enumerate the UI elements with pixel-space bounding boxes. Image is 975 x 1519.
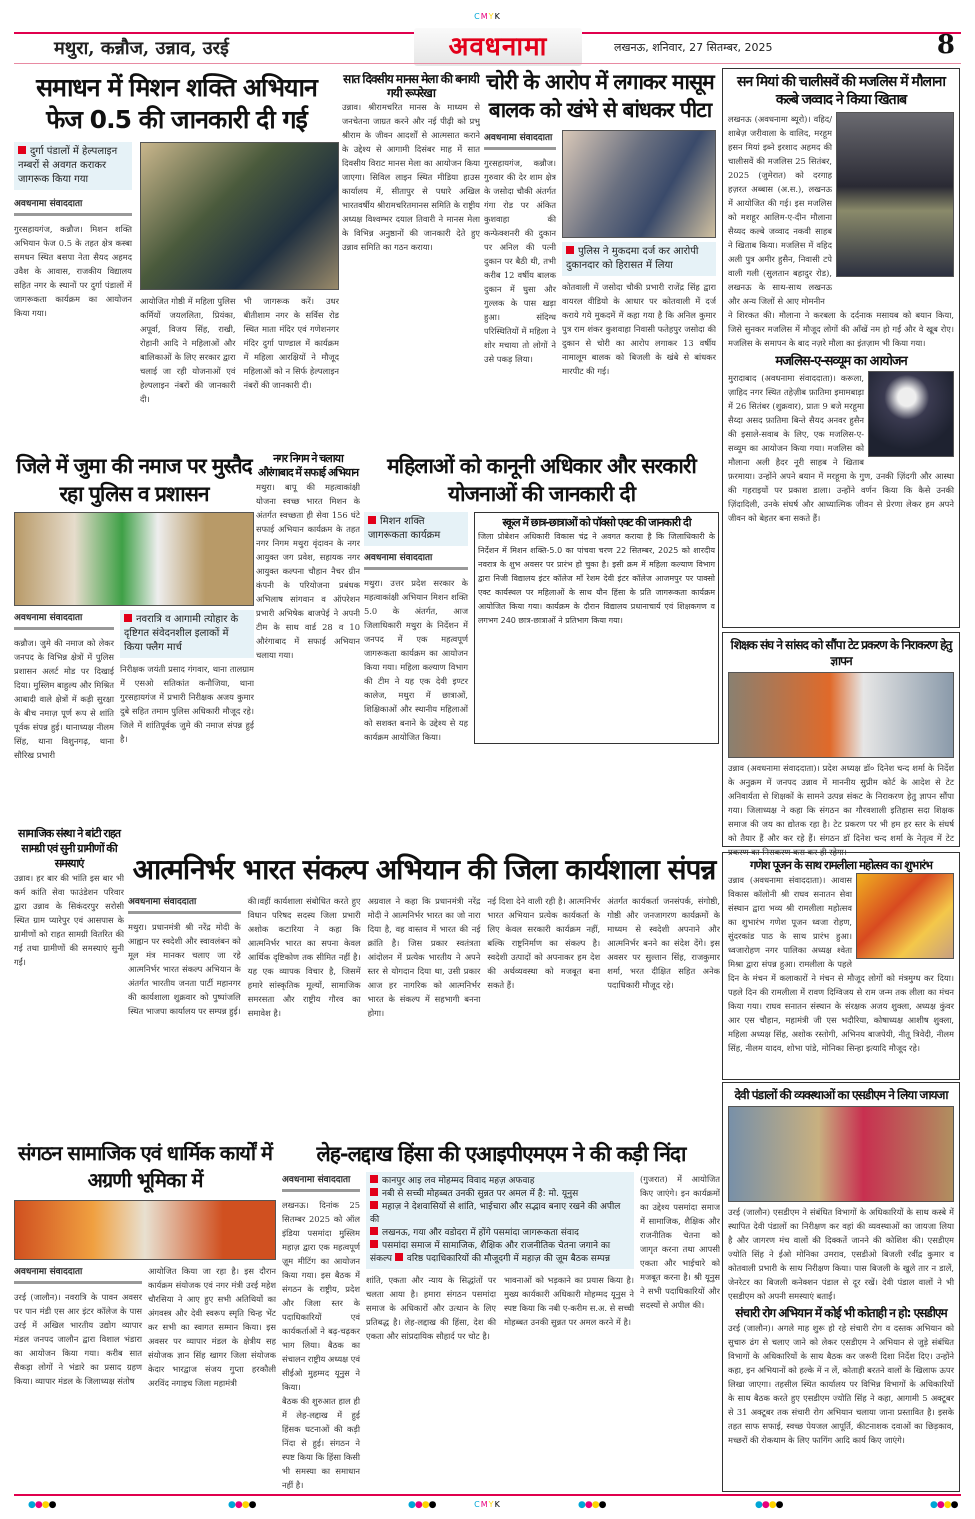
headline: चोरी के आरोप में लगाकर मासूम बालक को खंभे से बांधकर पीटा xyxy=(486,70,714,122)
article-body: कोतवाली में जसोदा चौकी प्रभारी राजेंद्र सिंह द्वारा वायरल वीडियो के आधार पर कोतवाली में दर्ज कराये गये मुकदमें में कहा गया है कि अनिल कुमार पुत्र राम शंकर कुशवाहा निवासी फतेहपुर जसोदा की दुकान से चोरी का आरोप लगाकर 13 वर्षीय नामालूम बालक को बिजली के खंबे से बांधकर मारपीट की गई। xyxy=(562,282,716,376)
article-body: आयोजित गोष्ठी में महिला पुलिस कर्मियों जयललिता, प्रियंका, अपूर्वा, विजय सिंह, राखी, रोहानी आदि ने महिलाओं और बालिकाओं के लिए सरकार द्वारा चलाई जा रही योजनाओं एवं हेल्पलाइन नंबरों की जानकारी दी। xyxy=(140,296,236,404)
article-leh xyxy=(282,1140,720,1490)
bullet-item: महाज़ ने देशवासियों से शांति, भाईचारा और सद्भाव बनाए रखने की अपील की xyxy=(370,1202,621,1225)
print-registration-mark: CMYK xyxy=(474,12,501,21)
article-sangathan xyxy=(14,1140,276,1490)
article-body: मुरादाबाद (अवधनामा संवाददाता)। करूला, ज़ाहिद नगर स्थित तहेज़ीब फ़ातिमा इमामबाड़ा में 26 सितंबर (शुक्रवार), प्रातः 9 बजे मरहूमा सैय्दा असद फ़ातिमा बिन्ते सैयद अनवर हुसैन की इसाले-सवाब के लिए, एक मजलिस-ए-सव्यूम का आयोजन किया गया। मजलिस को मौलाना अली हैदर नूरी साहब ने खिताब फ़रमाया। उन्होंने अपने बयान में मरहूमा के गुण, उनकी ज़िंदगी और आस्था की गहराइयों पर प्रकाश डाला। उन्होंने वर्णन किया कि कैसे उनकी ज़िंदादिली, उनके संघर्ष और आध्यात्मिक जीवन से प्रेरणा लेकर हम अपने जीवन को बेहतर बना सकते हैं। xyxy=(728,373,954,523)
headline: आत्मनिर्भर भारत संकल्प अभियान की जिला कार्यशाला संपन्न xyxy=(132,853,716,886)
article-body: भावनाओं को भड़काने का प्रयास किया है। मुख्य कार्यकारी अधिकारी मोहम्मद यूनुस ने स्पष्ट किया कि नबी ए-करीम स.अ. से सच्ची मोहब्बत उनकी सुन्नत पर अमल करने में है। xyxy=(504,1275,634,1327)
article-body: मथुरा। उत्तर प्रदेश सरकार के महत्वाकांक्षी अभियान मिशन शक्ति 5.0 के अंतर्गत, आज जिलाधिकारी मथुरा के निर्देशन में जनपद में एक महत्वपूर्ण जागरूकता कार्यक्रम का आयोजन किया गया। महिला कल्याण विभाग की टीम ने यह एक देवी इण्टर कालेज, मथुरा में छात्राओं, शिक्षिकाओं और स्थानीय महिलाओं को सशक्त बनाने के उद्देश्य से यह कार्यक्रम आयोजित किया। xyxy=(364,578,468,742)
bullet-list xyxy=(366,1172,634,1269)
juma-photo xyxy=(14,512,254,606)
bullet-item: कानपुर आइ लव मोहम्मद विवाद महज़ अफवाह xyxy=(370,1175,630,1188)
headline: जिले में जुमा की नमाज पर मुस्तैद रहा पुलिस व प्रशासन xyxy=(16,454,252,506)
cleric-photo xyxy=(868,371,954,457)
byline: अवधनामा संवाददाता xyxy=(14,196,132,216)
article-ramleela xyxy=(722,852,960,1080)
section-title: मथुरा, कन्नौज, उन्नाव, उरई xyxy=(54,38,229,59)
article-mahila-kanuni xyxy=(364,452,719,822)
byline: अवधनामा संवाददाता xyxy=(128,894,241,914)
article-body: बैठक की शुरुआत हाल ही में लेह-लद्दाख में हुई हिंसक घटनाओं की कड़ी निंदा से हुई। संगठन ने स्पष्ट किया कि हिंसा किसी भी समस्या का समाधान नहीं है। xyxy=(282,1396,360,1490)
bullet-item: पसमांदा समाज में सामाजिक, शैक्षिक और राजनीतिक चेतना जगाने का संकल्प वरिष्ठ पदाधिकारियों की मौजूदगी में महाज़ की ज़ूम बैठक सम्पन्न xyxy=(370,1241,611,1264)
byline: अवधनामा संवाददाता xyxy=(14,610,114,630)
color-dots-icon: ●●●● xyxy=(755,1500,783,1510)
article-body: (गुजरात) में आयोजित किए जाएंगे। इन कार्यक्रमों का उद्देश्य पसमांदा समाज में सामाजिक, शैक्षिक और राजनीतिक चेतना को जागृत करना तथा आपसी एकता और भाईचारे को मजबूत करना है। श्री यूनुस ने सभी पदाधिकारियों और सदस्यों से अपील की। xyxy=(640,1174,720,1310)
headline: महिलाओं को कानूनी अधिकार और सरकारी योजनाओं की जानकारी दी xyxy=(387,454,696,506)
article-body: उरई (जालौन)। अगले माह शुरू हो रहे संचारी रोग व दस्तक अभियान को सुचारु ढंग से चलाए जाने को लेकर एसडीएम ने अभियान से जुड़े संबंधित विभागों के अधिकारियों के साथ बैठक कर जरूरी दिशा निर्देश दिए। उन्होंने कहा, इन अभियानों को हल्के में न लें, कोताही बरतने वालों के खिलाफ ऊपर लिखा जाएगा। तहसील स्थित कार्यालय पर विभिन्न विभागों के अधिकारियों के साथ बैठक करते हुए एसडीएम ज्योति सिंह ने कहा, आगामी 5 अक्टूबर से 31 अक्टूबर तक संचारी रोग अभियान चलाया जाना प्रस्तावित है। इसके तहत साफ सफाई, स्वच्छ पेयजल आपूर्ति, कीटनाशक दवाओं का छिड़काव, मच्छरों की रोकथाम के लिए फागिंग आदि कार्य किए जाएंगे। xyxy=(728,1323,954,1445)
kicker: मिशन शक्ति जागरूकता कार्यक्रम xyxy=(364,512,468,546)
edition-date: लखनऊ, शनिवार, 27 सितम्बर, 2025 xyxy=(614,41,773,54)
article-atmanirbhar xyxy=(128,852,720,1136)
bottom-rule xyxy=(14,1494,961,1496)
article-body: निरीक्षक जयंती प्रसाद गंगवार, थाना तालग्राम में एसओ सतिकांत कनौजिया, थाना गुरसहायगंज में प्रभारी निरीक्षक अजय कुमार दुबे सहित तमाम पुलिस अधिकारी मौजूद रहे। जिले में शांतिपूर्वक जुमे की नमाज संपन्न हुई है। xyxy=(120,664,254,744)
headline: गणेश पूजन के साथ रामलीला महोत्सव का शुभारंभ xyxy=(749,858,933,872)
article-body: लखनऊ (अवधनामा ब्यूरो)। वहिद/शाबेज़ जरीवाला के वालिद, मरहूम हसन मियां इब्ने इरशाद अहमद की चालीसवें की मजलिस 25 सितंबर, 2025 (जुमेरात) को दरगाह हज़रत अब्बास (अ.स.), लखनऊ में आयोजित की गई। इस मजलिस को मशहूर आलिम-ए-दीन मौलाना सैय्यद कल्बे जव्वाद नकवी साहब ने खिताब किया। मजलिस में वहिद अली पुत्र अमीर हुसैन, निवासी टपे वाली गली (सुलतान बहादुर रोड), लखनऊ के साथ-साथ लखनऊ और अन्य जिलों से आए मोमनीन xyxy=(728,114,832,306)
color-dots-icon: ●●●● xyxy=(578,1500,606,1510)
color-dots-icon: ●●●● xyxy=(28,1500,56,1510)
headline: नगर निगम ने चलाया औरंगाबाद में सफाई अभियान xyxy=(257,452,359,479)
page-number: 8 xyxy=(936,30,955,60)
article-body: नई दिशा देने वाली रही है। आत्मनिर्भर भारत अभियान प्रत्येक कार्यकर्ता के लिए केवल सरकारी कार्यक्रम नहीं, बल्कि राष्ट्रनिर्माण का संकल्प है। स्वदेशी उत्पादों को अपनाकर हम देश की अर्थव्यवस्था को मजबूत बना सकते हैं। xyxy=(487,896,601,990)
article-body: कन्नौज। जुमे की नमाज को लेकर जनपद के विभिन्न क्षेत्रों में पुलिस प्रशासन अलर्ट मोड पर दिखाई दिया। मुस्लिम बाहुल्य और मिश्रित आबादी वाले क्षेत्रों में कड़ी सुरक्षा के बीच नमाज़ पूर्ण रूप से शांति पूर्वक संपन्न हुई। थानाध्यक्ष नीलम सिंह, थाना विशुनगढ़, थाना सौरिख प्रभारी xyxy=(14,638,114,760)
article-body: उरई (जालौन)। नवरात्रि के पावन अवसर पर पान मंडी एस आर इंटर कॉलेज के पास उरई में अखिल भारतीय उद्योग व्यापार मंडल जनपद जालौन द्वारा विशाल भंडारा का आयोजन किया गया। करीब सात सैकड़ा लोगों ने भंडारे का प्रसाद ग्रहण किया। व्यापार मंडल के जिलाध्यक्ष संतोष xyxy=(14,1292,142,1386)
article-body: अंतर्गत कार्यकर्ता जनसंपर्क, संगोष्ठी, गोष्ठी और जनजागरण कार्यक्रमों के माध्यम से स्वदेशी अपनाने और आत्मनिर्भर बनने का संदेश देंगे। इस अवसर पर सुल्तान सिंह, राजकुमार शर्मा, भरत दीक्षित सहित अनेक पदाधिकारी मौजूद रहे। xyxy=(607,896,720,990)
group-photo xyxy=(14,1200,276,1260)
headline: संचारी रोग अभियान में कोई भी कोताही न हो: एसडीएम xyxy=(735,1306,947,1320)
headline: सामाजिक संस्था ने बांटी राहत सामग्री एवं सुनी ग्रामीणों की समस्याएं xyxy=(18,827,120,870)
majlis-photo xyxy=(836,112,954,277)
headline: देवी पंडालों की व्यवस्थाओं का एसडीएम ने लिया जायजा xyxy=(734,1088,948,1102)
article-body: मथुरा। बापू की महत्वाकांक्षी योजना स्वच्छ भारत मिशन के अंतर्गत स्वच्छता ही सेवा 156 घंटे सफाई अभियान कार्यक्रम के तहत नगर निगम मथुरा वृंदावन के नगर आयुक्त जग प्रवेश, सहायक नगर आयुक्त कल्पना चौहान नैचर ग्रीन कंपनी के परियोजना प्रबंधक अभिलाष सांगवान व ऑपरेशन प्रभारी अभिषेक बाजपेई ने अपनी टीम के साथ वार्ड 28 व 10 औरंगाबाद में सफाई अभियान चलाया गया। xyxy=(256,482,360,660)
boy-pole-photo xyxy=(562,130,716,238)
article-body: उन्नाव (अवधनामा संवाददाता)। प्रदेश अध्यक्ष डॉ० दिनेश चन्द शर्मा के निर्देश के अनुक्रम में जनपद उन्नाव में माननीय सुप्रीम कोर्ट के आदेश से टेट अनिवार्यता से शिक्षकों के सामने उत्पन्न संकट के निराकरण हेतु ज्ञापन सौंपा गया। जिलाध्यक्ष ने कहा कि संगठन का गौरवशाली इतिहास सदा शिक्षक समाज की जय का द्योतक रहा है। टेट प्रकरण पर भी हम हर स्तर के संघर्ष को तैयार हैं और कर रहे हैं। संगठन डॉ दिनेश चन्द शर्मा के नेतृत्व में टेट प्रकरण का निराकरण करा कर ही रहेगा। xyxy=(728,763,954,857)
headline: मजलिस-ए-सव्यूम का आयोजन xyxy=(775,354,907,369)
article-body: की।वहीं कार्यशाला संबोधित करते हुए विधान परिषद सदस्य जिला प्रभारी अशोक कटारिया ने कहा कि आत्मनिर्भर भारत का सपना केवल आर्थिक दृष्टिकोण तक सीमित नहीं है। यह एक व्यापक विचार है, जिसमें हमारे सांस्कृतिक मूल्यों, सामाजिक समरसता और राष्ट्रीय गौरव का समावेश है। xyxy=(247,896,361,1018)
article-body: भी जागरूक करें। उधर बीतीशाम नगर के सर्विस रोड स्थित माता मंदिर एवं गणेशनगर मंदिर दुर्गा पाण्डाल में कार्यक्रम में महिला आरक्षियों ने मौजूद महिलाओं को न सिर्फ हेल्पलाइन नंबरों की जानकारी दी। xyxy=(243,296,339,390)
box-headline: स्कूल में छात्र-छात्राओं को पॉक्सो एक्ट की जानकारी दी xyxy=(502,516,691,529)
headline: समाधन में मिशन शक्ति अभियान xyxy=(36,73,317,102)
article-nagar-nigam xyxy=(256,452,360,822)
article-body: शांति, एकता और न्याय के सिद्धांतों पर चलता आया है। हमारा संगठन पसमांदा समाज के अधिकारों और उत्थान के लिए प्रतिबद्ध है। लेह-लद्दाख की हिंसा, देश की एकता और सांप्रदायिक सौहार्द पर चोट है। xyxy=(366,1275,496,1341)
article-body: ने शिरकत की। मौलाना ने करबला के दर्दनाक मसायब को बयान किया, जिसे सुनकर मजलिस में मौजूद लोगों की आँखें नम हो गईं और वे खूब रोए। मजलिस के समापन के बाद नज़रे मौला का इंतज़ाम भी किया गया। xyxy=(728,310,954,348)
color-dots-icon: ●●●● xyxy=(228,1500,256,1510)
headline: सात दिवसीय मानस मेला की बनायी गयी रूपरेखा xyxy=(343,72,479,100)
headline: लेह-लद्दाख हिंसा की एआइपीएमएम ने की कड़ी निंदा xyxy=(316,1142,686,1166)
article-mission-shakti xyxy=(14,72,339,452)
article-body: लखनऊ। दिनांक 25 सितम्बर 2025 को ऑल इंडिया पसमांदा मुस्लिम महाज़ द्वारा एक महत्वपूर्ण ज़ूम मीटिंग का आयोजन किया गया। इस बैठक में संगठन के राष्ट्रीय, प्रदेश और जिला स्तर के पदाधिकारियों एवं कार्यकर्ताओं ने बढ़-चढ़कर भाग लिया। बैठक का संचालन राष्ट्रीय अध्यक्ष एवं सीईओ मुहम्मद यूनुस ने किया। xyxy=(282,1200,360,1392)
color-dots-icon: ●●●● xyxy=(408,1500,436,1510)
article-body: आयोजित किया जा रहा है। इस दौरान कार्यक्रम संयोजक एवं नगर मंत्री उरई महेश चौरसिया ने आए हुए सभी अतिथियों का अंगवस्त्र और देवी स्वरूप स्मृति चिन्ह भेंट कर सभी का स्वागत सम्मान किया। इस अवसर पर व्यापार मंडल के क्षेत्रीय सह संयोजक ज्ञान सिंह खागर जिला संयोजक केदार भारद्वाज संजय गुप्ता हरकौली अरविंद नगाइच जिला महामंत्री xyxy=(148,1266,276,1388)
article-sdm-pandal xyxy=(722,1082,960,1492)
masthead xyxy=(14,28,961,64)
puja-photo xyxy=(856,873,954,959)
kicker: दुर्गा पंडालों में हेल्पलाइन नम्बरों से अवगत कराकर जागरूक किया गया xyxy=(14,142,132,190)
headline: फेज 0.5 की जानकारी दी गई xyxy=(46,105,307,134)
article-majlis xyxy=(722,68,960,628)
headline: संगठन सामाजिक एवं धार्मिक कार्यों में अग्रणी भूमिका में xyxy=(18,1141,272,1192)
article-body: उन्नाव। श्रीरामचरित मानस के माध्यम से जनचेतना जाग्रत करने और नई पीढ़ी को प्रभु श्रीराम के जीवन आदर्शों से आत्मसात कराने के उद्देश्य से आगामी दिसंबर माह में सात दिवसीय विराट मानस मेला का आयोजन किया जाएगा। सिविल लाइन स्थित मीडिया हाउस कार्यालय में, सीतापुर से पधारे अखिल भारतवर्षीय श्रीरामचरितमानस समिति के राष्ट्रीय अध्यक्ष विश्वम्भर दयाल तिवारी ने मानस मेला के विभिन्न अनुष्ठानों की जानकारी देते हुए उन्नाव समिति का गठन कराया। xyxy=(342,102,480,252)
article-body: अग्रवाल ने कहा कि प्रधानमंत्री नरेंद्र मोदी ने आत्मनिर्भर भारत का जो नारा दिया है, वह वास्तव में भारत की नई क्रांति है। जिस प्रकार स्वतंत्रता आंदोलन में प्रत्येक भारतीय ने अपने स्तर से योगदान दिया था, उसी प्रकार आज हर नागरिक को आत्मनिर्भर भारत के संकल्प में सहभागी बनना होगा। xyxy=(367,896,481,1018)
bullet-item: लखनऊ, गया और वडोदरा में होंगे पसमांदा जागरूकता संवाद xyxy=(370,1227,630,1240)
article-body: गुरसहायगंज, कन्नौज। मिशन शक्ति अभियान फेज 0.5 के तहत क्षेत्र कस्बा समधन स्थित बसपा नेता सैयद अहमद उवैश के आवास, राजकीय विद्यालय सहित नगर के स्थानों पर दुर्गा पंडालों में जागरूकता कार्यक्रम का आयोजन किया गया। xyxy=(14,224,132,318)
kicker: पुलिस ने मुकदमा दर्ज कर आरोपी दुकानदार को हिरासत में लिया xyxy=(562,242,716,276)
sdm-photo xyxy=(728,1106,954,1202)
article-samajik xyxy=(14,826,124,1136)
print-registration-mark: CMYK xyxy=(474,1500,501,1509)
article-body: गुरसहायगंज, कन्नौज। गुरुवार की देर शाम क्षेत्र के जसोदा चौकी अंतर्गत गंगा रोड पर अंकित कुशवाहा की कन्फेक्शनरी की दुकान पर अनिल की पत्नी दुकान पर बैठी थी, तभी करीब 12 वर्षीय बालक दुकान में घुसा और गुल्लक के पास खड़ा हुआ। संदिग्ध परिस्थितियों में महिला ने शोर मचाया तो लोगों ने उसे पकड़ लिया। xyxy=(484,158,556,364)
article-body: जिला प्रोबेशन अधिकारी विकास चंद्र ने अवगत कराया है कि जिलाधिकारी के निर्देशन में मिशन शक्ति-5.0 का पांचवा चरण 22 सितम्बर, 2025 को शारदीय नवरात्र के शुभ अवसर पर प्रारंभ हो चुका है। इसी क्रम में महिला कल्याण विभाग द्वारा निजी विद्यालय इंटर कॉलेज माँ रेशम देवी इंटर कॉलेज आजमपुर पर पाक्सो एक्ट कार्यस्थल पर महिलाओं के साथ यौन हिंसा के प्रति जागरूकता कार्यक्रम आयोजित किया गया। कार्यक्रम के दौरान विद्यालय प्रधानाचार्य एवं शिक्षकगण व लगभग 240 छात्र-छात्राओं ने प्रतिभाग किया गया। xyxy=(478,532,715,625)
kicker: नवरात्रि व आगामी त्योहार के दृष्टिगत संवेदनशील इलाकों में किया फ्लैग मार्च xyxy=(120,610,254,658)
mission-shakti-photo xyxy=(140,142,339,290)
color-dots-icon: ●●●● xyxy=(930,1500,958,1510)
article-body: उन्नाव। हर बार की भांति इस बार भी कर्म कांति सेवा फाउंडेशन परिवार द्वारा उन्नाव के सिकंदरपुर सरोसी स्थित ग्राम प्यारेपुर एवं आसपास के ग्रामीणों को राहत सामग्री वितरित की गई तथा ग्रामीणों की समस्याएं सुनी गईं। xyxy=(14,873,124,967)
bullet-item: नबी से सच्ची मोहब्बत उनकी सुन्नत पर अमल में है: मो. यूनुस xyxy=(370,1188,630,1201)
article-chori xyxy=(484,68,716,448)
byline: अवधनामा संवाददाता xyxy=(364,550,468,570)
headline: सन मियां की चालीसवें की मजलिस में मौलाना कल्बे जव्वाद ने किया खिताब xyxy=(737,74,945,108)
article-body: उन्नाव (अवधनामा संवाददाता)। आवास विकास कॉलोनी श्री राघव सनातन सेवा संस्थान द्वारा भव्य श्री रामलीला महोत्सव का शुभारंभ गणेश पूजन ध्वजा रोहण, सुंदरकांड पाठ के साथ प्रारंभ हुआ। ध्वजारोहण नगर पालिका अध्यक्ष श्वेता मिश्रा द्वारा संपन्न हुआ। रामलीला के पहले दिन के मंचन में कलाकारों ने मंचन से मौजूद लोगों को मंत्रमुग्ध कर दिया। पहले दिन की रामलीला में रावण दिग्विजय से राम जन्म तक लीला का मंचन किया गया। राघव सनातन संस्थान के संरक्षक अजय शुक्ला, अध्यक्ष कुंवर आर एस चौहान, महामंत्री जी एस भदौरिया, कोषाध्यक्ष आशीष शुक्ला, महिला अध्यक्ष सिंह, अशोक रस्तोगी, अभिनय बाजपेयी, नीतू त्रिवेदी, नीलम सिंह, नीलम यादव, शोभा पांडे, मोनिका सिन्हा इत्यादि मौजूद रहे। xyxy=(728,875,954,1053)
newspaper-logo: अवधनामा xyxy=(414,28,582,66)
memo-photo xyxy=(728,672,954,758)
byline: अवधनामा संवाददाता xyxy=(484,130,556,150)
article-tet xyxy=(722,632,960,857)
article-juma xyxy=(14,452,254,822)
byline: अवधनामा संवाददाता xyxy=(282,1172,360,1192)
article-body: उरई (जालौन) एसडीएम ने संबंधित विभागों के अधिकारियों के साथ कस्बे में स्थापित देवी पंडालों का निरीक्षण कर वहां की व्यवस्थाओं का जायजा लिया है और जागरण मंच वालों की दिक्कतें जानने की कोशिश की। एसडीएम ज्योति सिंह ने ईओ मोनिका उमराव, एसडीओ बिजली रवींद्र कुमार व कोतवाली प्रभारी के साथ निरीक्षण किया। पास बिजली के खुले तार न डालें, जेनरेटर का बिजली कनेक्शन पंडाल से दूर रखें। देवी पंडाल वालों ने भी एसडीएम को अपनी समस्याएं बताईं। xyxy=(728,1207,954,1301)
headline: शिक्षक संघ ने सांसद को सौंपा टेट प्रकरण के निराकरण हेतु ज्ञापन xyxy=(730,638,952,668)
article-body: मथुरा। प्रधानमंत्री श्री नरेंद्र मोदी के आह्वान पर स्वदेशी और स्वावलंबन को मूल मंत्र मानकर चलाए जा रहे आत्मनिर्भर भारत संकल्प अभियान के अंतर्गत भारतीय जनता पार्टी महानगर की कार्यशाला शुक्रवार को पुष्पांजलि स्थित भाजपा कार्यालय पर सम्पन्न हुई। xyxy=(128,922,241,1016)
byline: अवधनामा संवाददाता xyxy=(14,1264,142,1284)
article-manas-mela xyxy=(342,72,480,448)
